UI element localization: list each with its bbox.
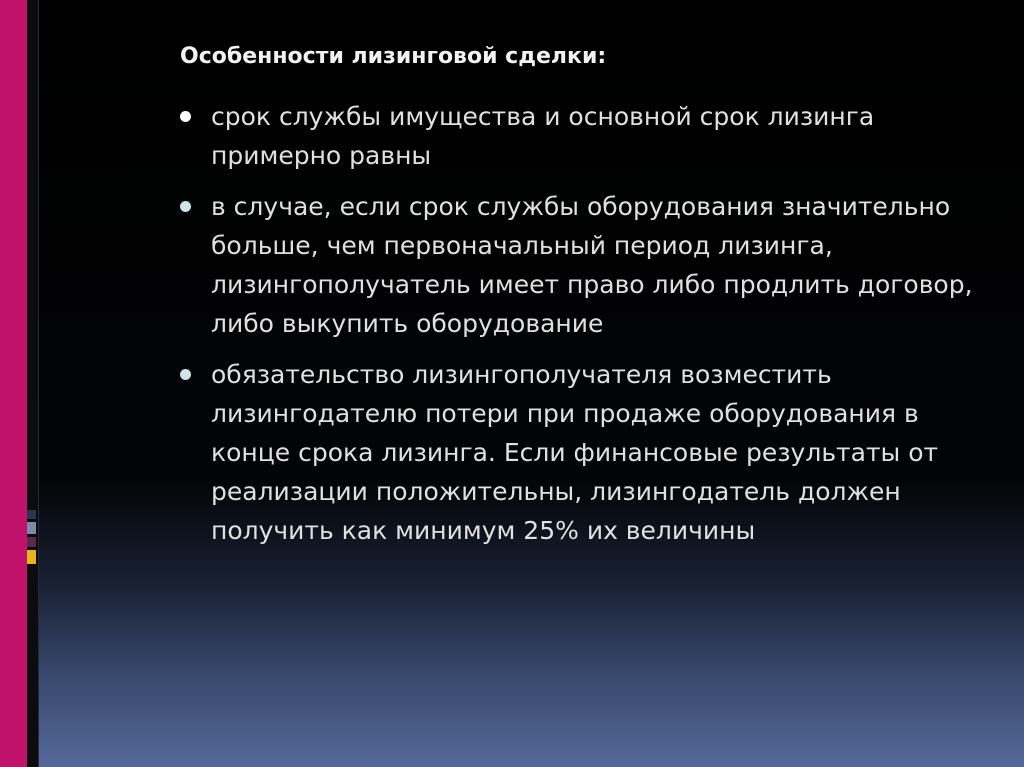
bullet-text: обязательство лизингополучателя возместить лизингодателю потери при продаже оборудования в конце срока лизинга. Если финансовые результаты от реализации положительны, лизингодатель должен получить как минимум 25% их величины (211, 360, 939, 545)
accent-block (27, 537, 36, 547)
bullet-dot-icon (180, 201, 191, 212)
left-edge-line (38, 0, 39, 767)
bullet-dot-icon (180, 369, 191, 380)
accent-blocks (27, 510, 36, 566)
accent-block (27, 522, 36, 534)
accent-block (27, 510, 36, 519)
left-accent-stripe (0, 0, 27, 767)
bullet-text: срок службы имущества и основной срок лизинга примерно равны (211, 102, 875, 170)
bullet-item-1 (176, 97, 996, 175)
bullet-item-2 (176, 187, 996, 343)
slide-title: Особенности лизинговой сделки: (180, 44, 607, 69)
bullet-item-3 (176, 355, 996, 550)
accent-block (27, 550, 36, 564)
bullet-list (176, 97, 996, 562)
bullet-dot-icon (180, 111, 191, 122)
bullet-text: в случае, если срок службы оборудования значительно больше, чем первоначальный период лизинга, лизингополучатель имеет право либо продлить договор, либо выкупить оборудование (211, 192, 973, 338)
